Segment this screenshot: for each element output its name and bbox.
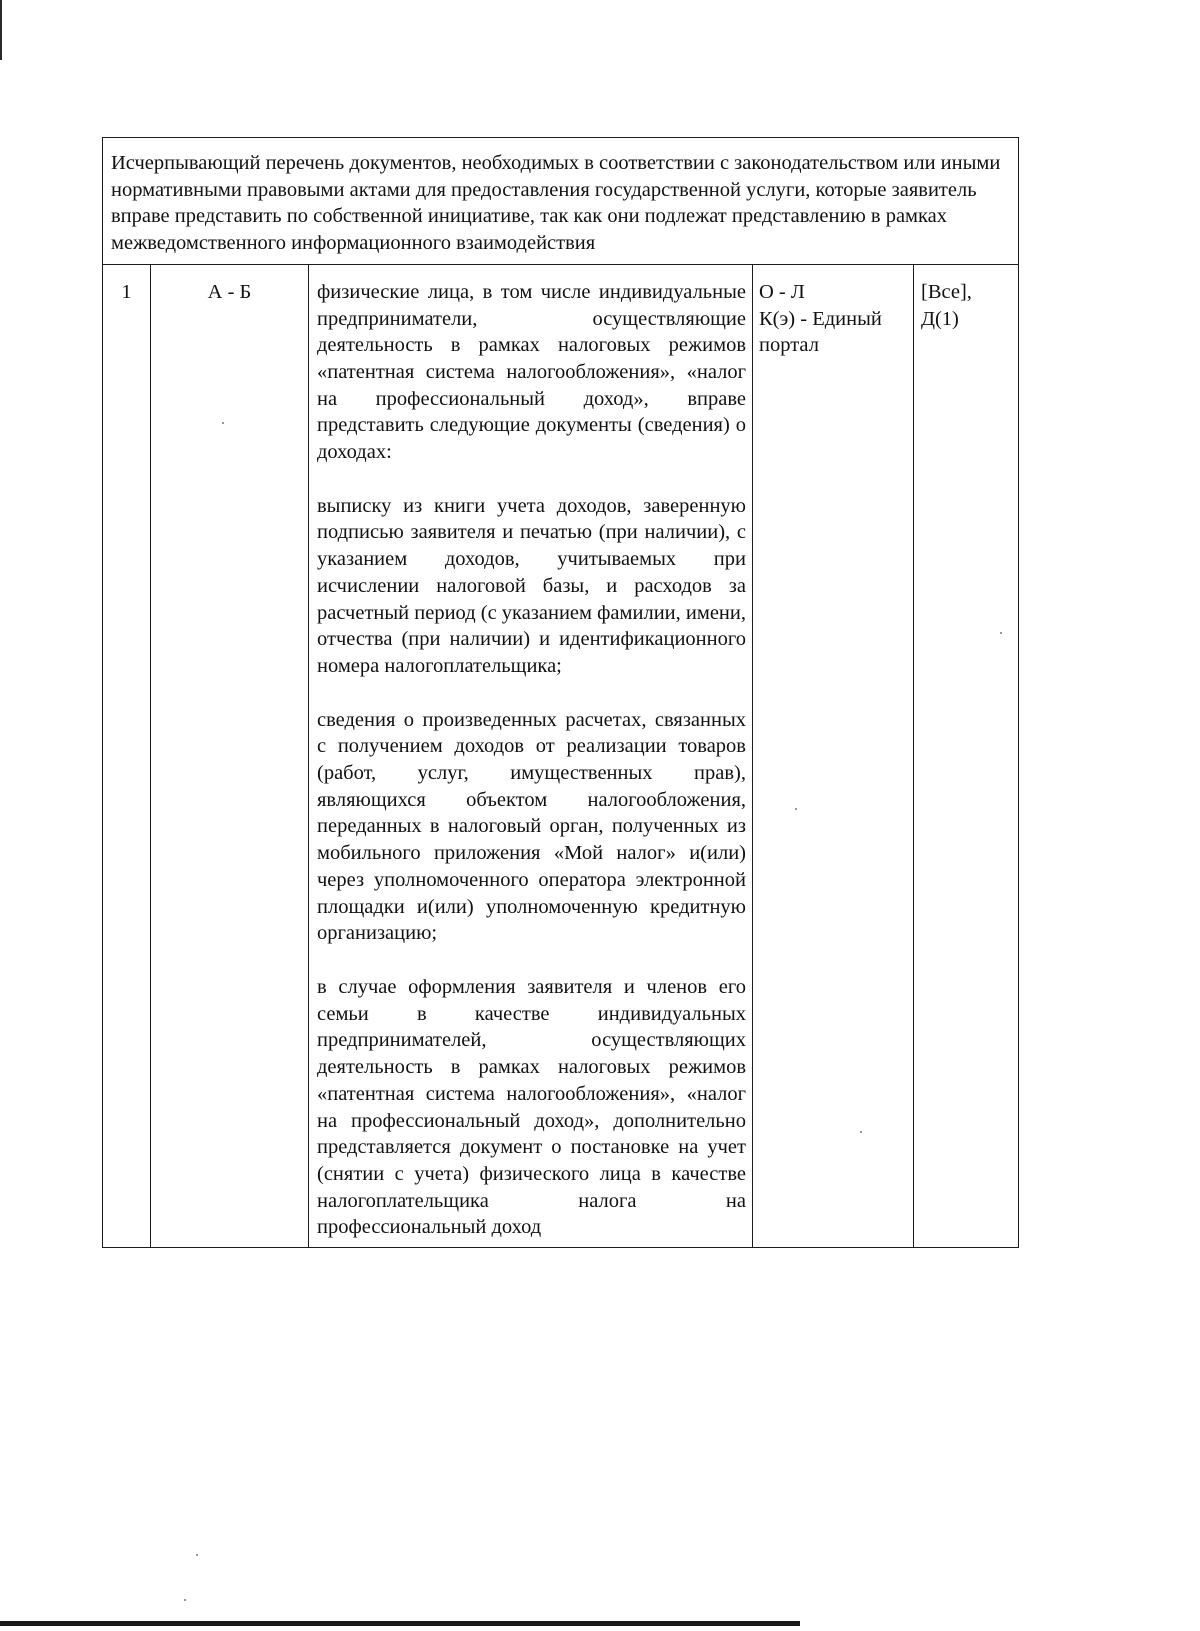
scan-edge-left <box>0 0 2 60</box>
table-header-cell <box>103 138 1019 265</box>
scan-speck <box>184 1599 186 1601</box>
applicant-category-cell <box>151 264 309 1247</box>
scan-speck <box>196 1554 198 1556</box>
document-paragraph-4: в случае оформления заявителя и членов его семьи в качестве индивидуальных предпринимателей, осуществляющих деятельность в рамках налоговых режимов «патентная система налогообложения», «налог на профессиональный доход», дополнительно представляется документ о постановке на учет (снятии с учета) физического лица в качестве налогоплательщика налога на профессиональный доход <box>317 975 746 1239</box>
table-header-text: Исчерпывающий перечень документов, необходимых в соответствии с законодательством или иными нормативными правовыми актами для предоставления государственной услуги, которые заявитель вправе представить по собственной инициативе, так как они подлежат представлению в рамках межведомственного информационного взаимодействия <box>111 152 1001 255</box>
scan-speck <box>795 808 797 810</box>
document-paragraph-3: сведения о произведенных расчетах, связанных с получением доходов от реализации товаров (работ, услуг, имущественных прав), являющихся объектом налогообложения, переданных в налоговый орган, полученных из мобильного приложения «Мой налог» и(или) через уполномоченного оператора электронной площадки и(или) уполномоченную кредитную организацию; <box>317 708 746 945</box>
channel-line-1: О - Л <box>759 280 805 303</box>
scan-speck <box>1000 632 1002 634</box>
group-line-1: [Все], <box>921 280 972 303</box>
channel-line-2: К(э) - Единый <box>759 307 882 330</box>
row-number: 1 <box>121 280 132 303</box>
document-paragraph-1: физические лица, в том числе индивидуальные предприниматели, осуществляющие деятельность в рамках налоговых режимов «патентная система налогообложения», «налог на профессиональный доход», вправе представить следующие документы (сведения) о доходах: <box>317 280 746 464</box>
group-line-2: Д(1) <box>921 307 959 330</box>
submission-channel-cell <box>753 264 914 1247</box>
table-row <box>103 264 1019 1247</box>
row-number-cell <box>103 264 151 1247</box>
document-paragraph-2: выписку из книги учета доходов, заверенную подписью заявителя и печатью (при наличии), с указанием доходов, учитываемых при исчислении налоговой базы, и расходов за расчетный период (с указанием фамилии, имени, отчества (при наличии) и идентификационного номера налогоплательщика; <box>317 494 746 677</box>
group-cell <box>914 264 1019 1247</box>
table-header-row <box>103 138 1019 265</box>
scan-speck <box>222 422 224 424</box>
applicant-category: А - Б <box>207 280 252 303</box>
scan-edge-bottom <box>0 1621 800 1626</box>
document-description-cell <box>309 264 753 1247</box>
channel-line-3: портал <box>759 334 819 357</box>
documents-table <box>102 137 1019 1248</box>
scan-speck <box>860 1131 862 1133</box>
